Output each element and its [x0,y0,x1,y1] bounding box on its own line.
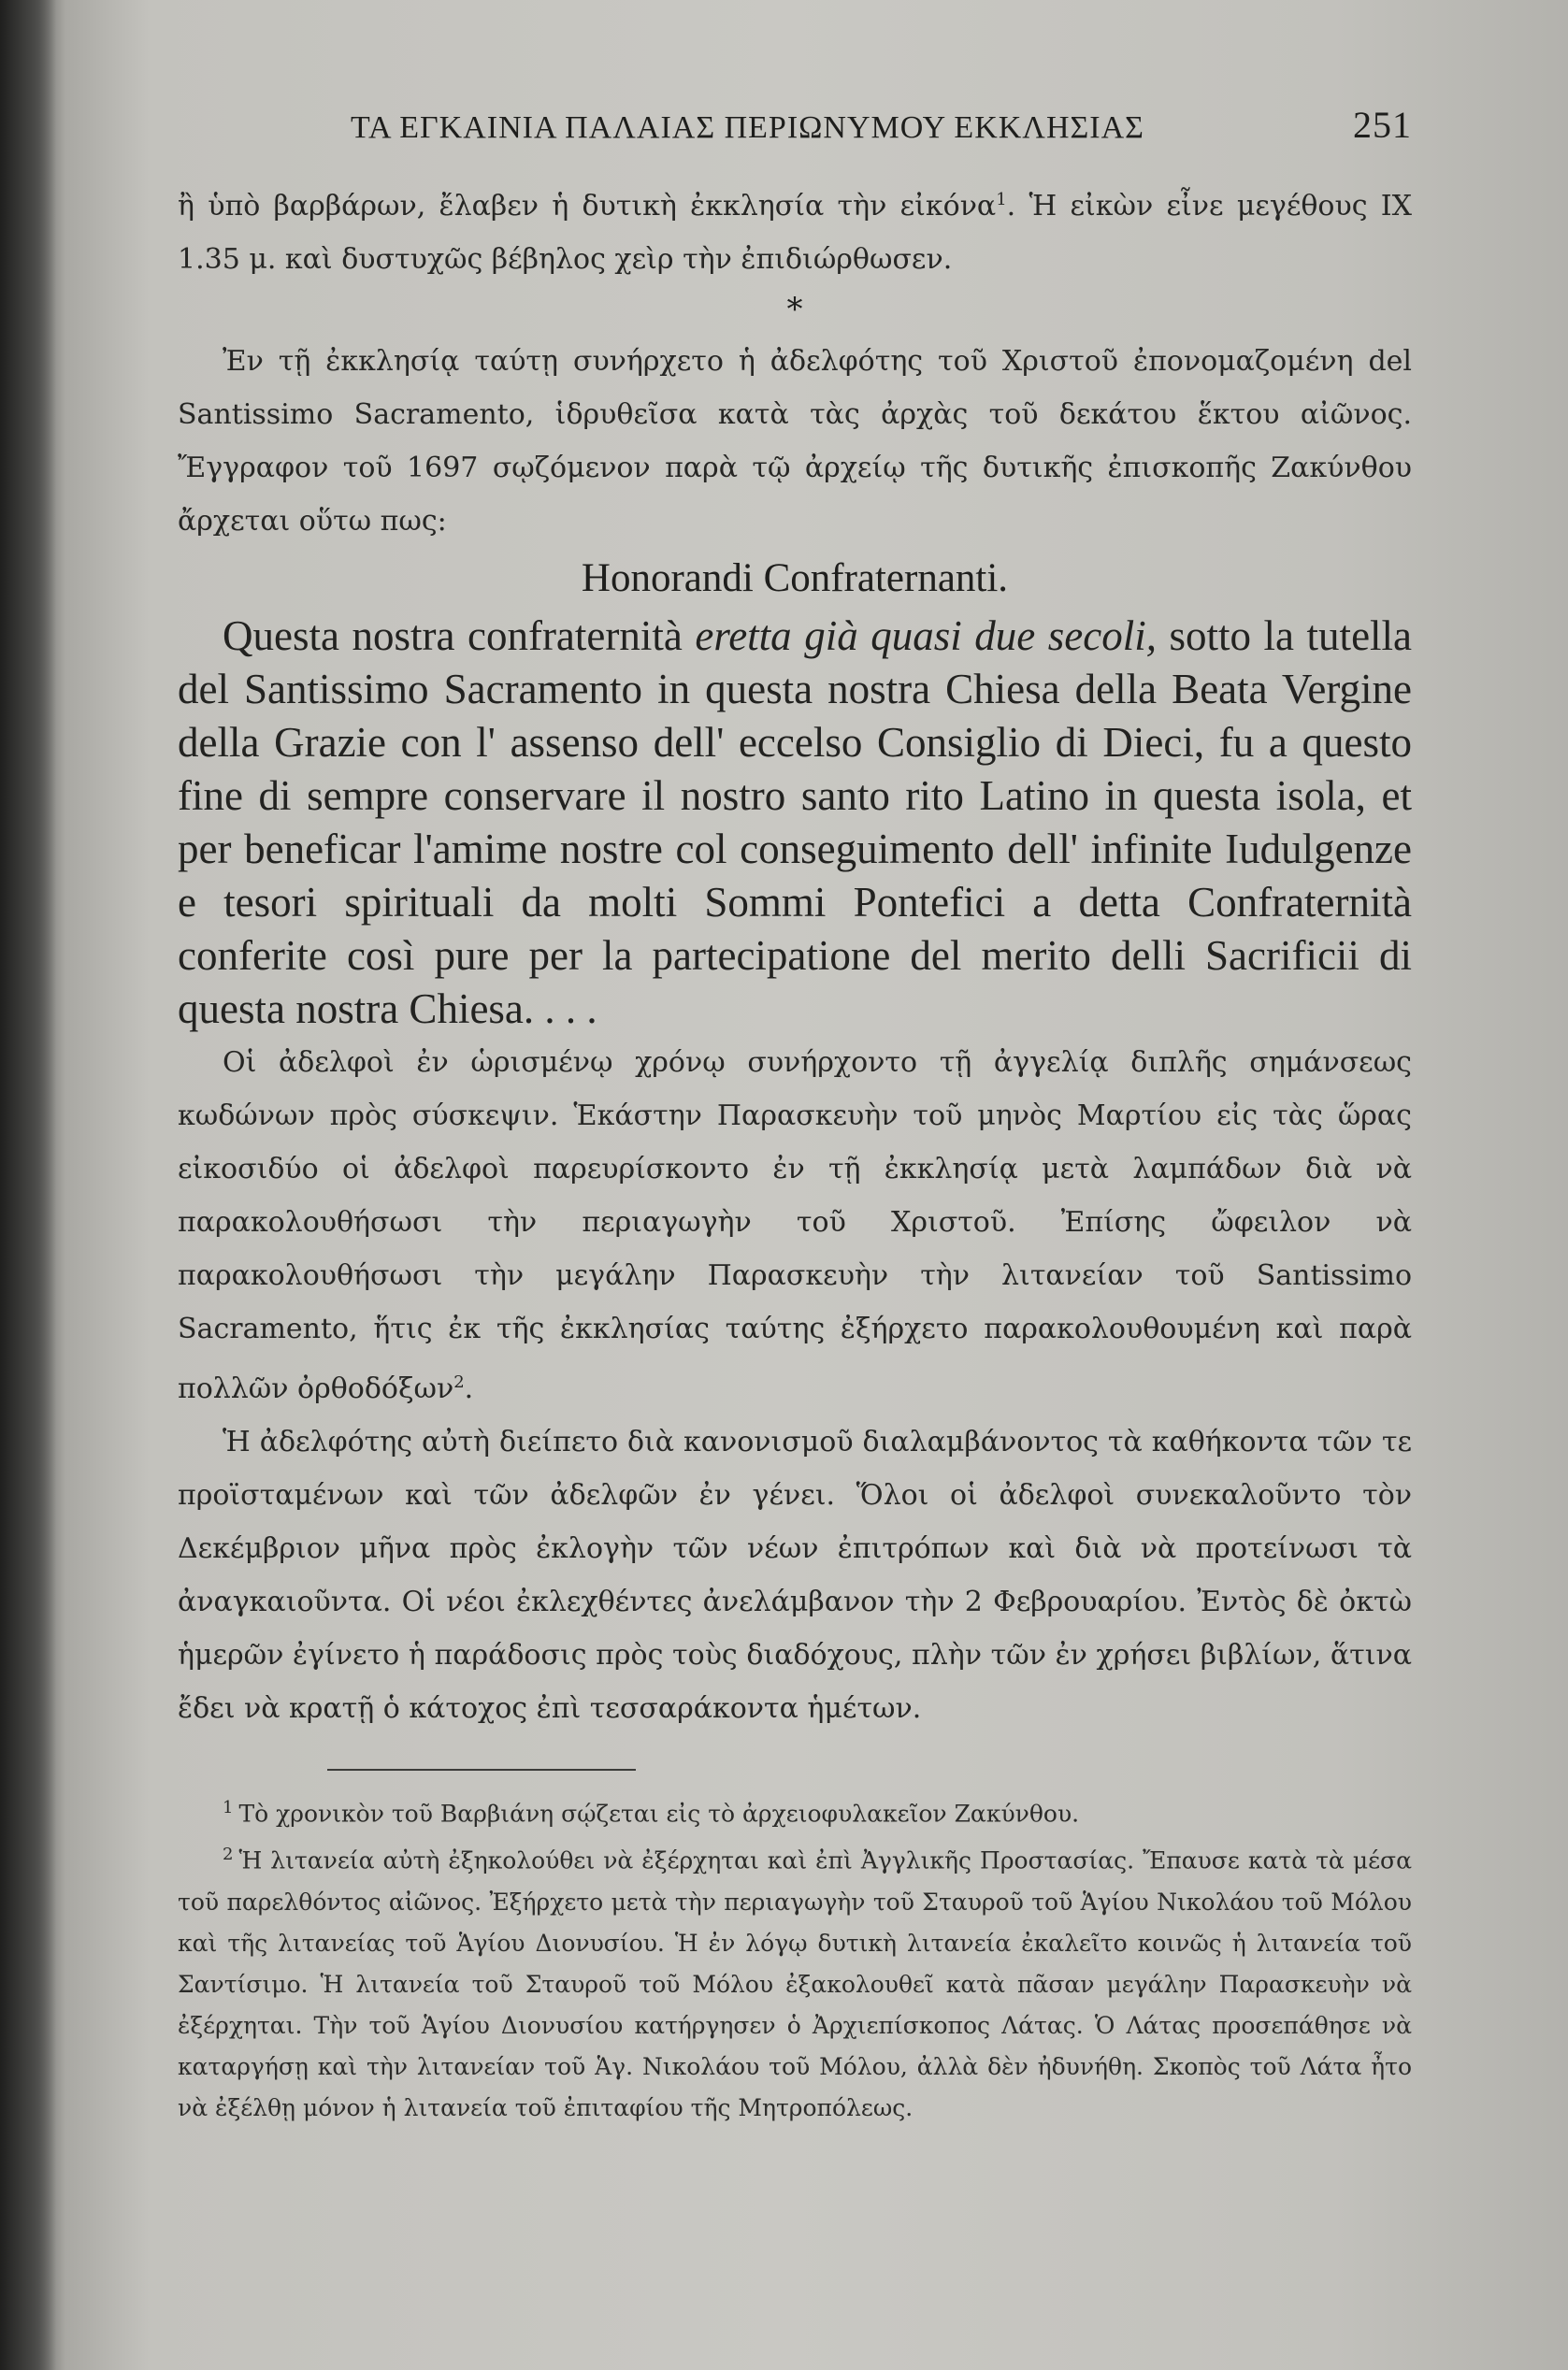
footnote-ref-1: 1 [996,190,1007,209]
paragraph-1 [178,173,1412,286]
footnote-2-text: Ἡ λιτανεία αὐτὴ ἐξηκολούθει νὰ ἐξέρχηται καὶ ἐπὶ Ἀγγλικῆς Προστασίας. Ἔπαυσε κατὰ τὰ μέσα τοῦ παρελθόντος αἰῶνος. Ἐξήρχετο μετὰ τὴν περιαγωγὴν τοῦ Σταυροῦ τοῦ Ἁγίου Νικολάου τοῦ Μόλου καὶ τῆς λιτανείας τοῦ Ἁγίου Διονυσίου. Ἡ ἐν λόγῳ δυτικὴ λιτανεία ἐκαλεῖτο κοινῶς ἡ λιτανεία τοῦ Σαντίσιμο. Ἡ λιτανεία τοῦ Σταυροῦ τοῦ Μόλου ἐξακολουθεῖ κατὰ πᾶσαν μεγάλην Παρασκευὴν νὰ ἐξέρχηται. Τὴν τοῦ Ἁγίου Διονυσίου κατήργησεν ὁ Ἀρχιεπίσκοπος Λάτας. Ὁ Λάτας προσεπάθησε νὰ καταργήσῃ καὶ τὴν λιτανείαν τοῦ Ἁγ. Νικολάου τοῦ Μόλου, ἀλλὰ δὲν ἠδυνήθη. Σκοπὸς τοῦ Λάτα ἦτο νὰ ἐξέλθῃ μόνον ἡ λιτανεία τοῦ ἐπιταφίου τῆς Μητροπόλεως. [178,1846,1412,2121]
footnote-1 [178,1788,1412,1834]
paragraph-2: Ἐν τῇ ἐκκλησίᾳ ταύτῃ συνήρχετο ἡ ἀδελφότης τοῦ Χριστοῦ ἐπονομαζομένη del Santissimo Sacramento, ἱδρυθεῖσα κατὰ τὰς ἀρχὰς τοῦ δεκάτου ἕκτου αἰῶνος. Ἔγγραφον τοῦ 1697 σῳζόμενον παρὰ τῷ ἀρχείῳ τῆς δυτικῆς ἐπισκοπῆς Ζακύνθου ἄρχεται οὕτω πως: [178,345,1412,538]
footnote-ref-2: 2 [453,1372,465,1392]
book-page [178,103,1412,2319]
footnote-1-text: Τὸ χρονικὸν τοῦ Βαρβιάνη σῴζεται εἰς τὸ ἀρχειοφυλακεῖον Ζακύνθου. [238,1800,1080,1828]
footnote-rule [327,1769,636,1771]
running-title: ΤΑ ΕΓΚΑΙΝΙΑ ΠΑΛΑΙΑΣ ΠΕΡΙΩΝΥΜΟΥ ΕΚΚΛΗΣΙΑΣ [351,110,1144,145]
paragraph-4: Ἡ ἀδελφότης αὐτὴ διείπετο διὰ κανονισμοῦ διαλαμβάνοντος τὰ καθήκοντα τῶν τε προϊσταμένων καὶ τῶν ἀδελφῶν ἐν γένει. Ὅλοι οἱ ἀδελφοὶ συνεκαλοῦντο τὸν Δεκέμβριον μῆνα πρὸς ἐκλογὴν τῶν νέων ἐπιτρόπων καὶ διὰ νὰ προτείνωσι τὰ ἀναγκαιοῦντα. Οἱ νέοι ἐκλεχθέντες ἀνελάμβανον τὴν 2 Φεβρουαρίου. Ἐντὸς δὲ ὀκτὼ ἡμερῶν ἐγίνετο ἡ παράδοσις πρὸς τοὺς διαδόχους, πλὴν τῶν ἐν χρήσει βιβλίων, ἅτινα ἔδει νὰ κρατῇ ὁ κάτοχος ἐπὶ τεσσαράκοντα ἡμέτων. [178,1426,1412,1725]
footnotes [178,1788,1412,2129]
page-number: 251 [1353,104,1412,146]
paragraph-1-continuation: . Ἡ εἰκὼν εἶνε μεγέθους IX 1.35 μ. καὶ δυστυχῶς βέβηλος χεὶρ τὴν ἐπιδιώρθωσεν. [178,190,1412,276]
running-header [351,103,1412,147]
latin-quotation-rest: sotto la tutella del Santissimo Sacramento in questa nostra Chiesa della Beata Vergine della Grazie con l' assenso dell' eccelso Consiglio di Dieci, fu a questo fine di sempre conservare il nostro santo rito Latino in questa isola, et per beneficar l'amime nostre col conseguimento dell' infinite Iudulgenze e tesori spirituali da molti Sommi Pontefici a detta Confraternità conferite così pure per la partecipatione del merito delli Sacrificii di questa nostra Chiesa. . . . [178,612,1413,1032]
footnote-2 [178,1834,1412,2128]
latin-quotation-italic: eretta già quasi due secoli, [695,612,1157,659]
paragraph-3-end: . [464,1372,474,1405]
body-text [178,173,1412,1735]
paragraph-3 [178,1036,1412,1415]
footnote-1-number: 1 [223,1798,234,1817]
latin-quotation [178,610,1412,1036]
latin-salutation: Honorandi Confraternanti. [581,556,1009,600]
paragraph-3-text: Οἱ ἀδελφοὶ ἐν ὡρισμένῳ χρόνῳ συνήρχοντο τῇ ἀγγελίᾳ διπλῆς σημάνσεως κωδώνων πρὸς σύσκεψιν. Ἑκάστην Παρασκευὴν τοῦ μηνὸς Μαρτίου εἰς τὰς ὥρας εἰκοσιδύο οἱ ἀδελφοὶ παρευρίσκοντο ἐν τῇ ἐκκλησίᾳ μετὰ λαμπάδων διὰ νὰ παρακολουθήσωσι τὴν περιαγωγὴν τοῦ Χριστοῦ. Ἐπίσης ὤφειλον νὰ παρακολουθήσωσι τὴν μεγάλην Παρασκευὴν τὴν λιτανείαν τοῦ Santissimo Sacramento, ἥτις ἐκ τῆς ἐκκλησίας ταύτης ἐξήρχετο παρακολουθουμένη καὶ παρὰ πολλῶν ὀρθοδόξων [178,1046,1412,1405]
latin-quotation-start: Questa nostra confraternità [223,612,683,659]
book-spine-shadow [0,0,56,2370]
section-separator: * [786,291,803,328]
footnote-2-number: 2 [223,1845,234,1865]
paragraph-1-text: ἢ ὑπὸ βαρβάρων, ἔλαβεν ἡ δυτικὴ ἐκκλησία τὴν εἰκόνα [178,190,997,223]
